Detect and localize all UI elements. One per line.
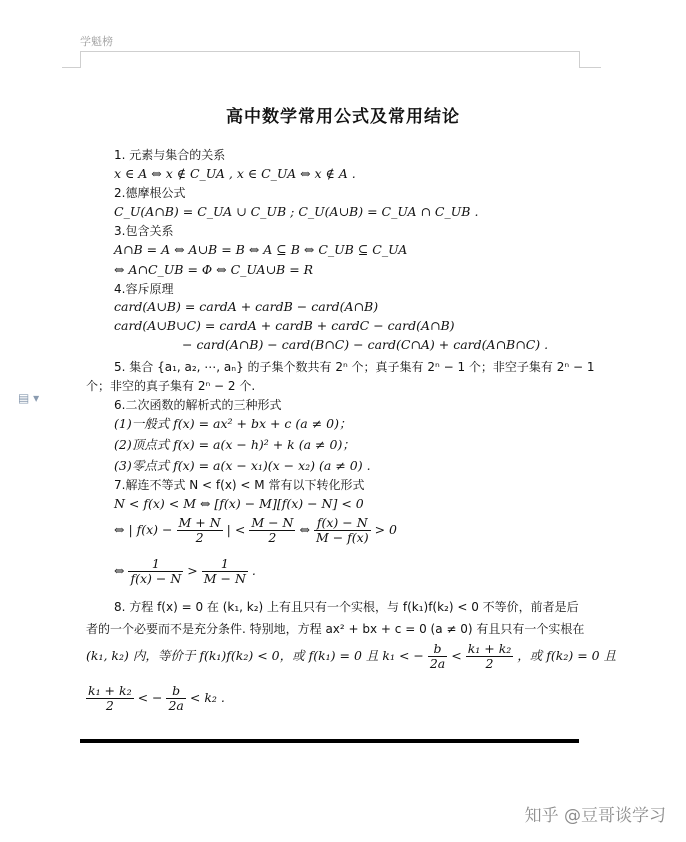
crop-mark-right: [579, 51, 580, 68]
fraction-denominator: 2a: [168, 698, 184, 713]
item-3-formula-1: A∩B = A ⇔ A∪B = B ⇔ A ⊆ B ⇔ C_UB ⊆ C_UA: [114, 242, 408, 257]
header-label: 学魁榜: [80, 35, 113, 48]
fraction-denominator: M − f(x): [315, 530, 369, 545]
item-8-line-3: [86, 642, 616, 671]
page-title: 高中数学常用公式及常用结论: [226, 107, 460, 127]
item-6-formula-2: (2)顶点式 f(x) = a(x − h)² + k (a ≠ 0)；: [114, 437, 355, 452]
item-3-heading: 3.包含关系: [114, 224, 174, 238]
fraction-denominator: 2a: [429, 656, 446, 671]
fraction-numerator: 1: [128, 557, 183, 572]
item-3-formula-2: ⇔ A∩C_UB = Φ ⇔ C_UA∪B = R: [114, 262, 314, 277]
item-6-heading: 6.二次函数的解析式的三种形式: [114, 398, 282, 412]
item-4-formula-1: card(A∪B) = cardA + cardB − card(A∩B): [114, 299, 379, 314]
item-7-f2-pre: ⇔ | f(x) −: [114, 522, 173, 537]
watermark: 知乎 @豆哥谈学习: [524, 806, 666, 826]
fraction: [202, 557, 248, 586]
item-8-l3-mid: <: [451, 648, 462, 663]
fraction-numerator: k₁ + k₂: [88, 683, 132, 698]
fraction: [314, 516, 371, 545]
fraction-denominator: 2: [268, 530, 277, 545]
bottom-rule: [80, 739, 579, 743]
item-2-formula: C_U(A∩B) = C_UA ∪ C_UB ; C_U(A∪B) = C_UA ∩ C_UB .: [114, 204, 479, 219]
fraction-numerator: b: [166, 684, 185, 699]
fraction: [86, 684, 134, 713]
fraction: [128, 557, 183, 586]
fraction-numerator: b: [428, 642, 447, 657]
item-7-f3-post: .: [251, 563, 256, 578]
fraction: [249, 516, 295, 545]
fraction-denominator: 2: [485, 656, 494, 671]
fraction-denominator: 2: [105, 698, 114, 713]
crop-mark-left: [80, 51, 81, 68]
fraction: [466, 642, 514, 671]
item-6-formula-1: (1)一般式 f(x) = ax² + bx + c (a ≠ 0)；: [114, 416, 352, 431]
item-7-f3-mid: >: [187, 563, 198, 578]
item-8-line-4: [86, 684, 225, 713]
item-4-formula-3: − card(A∩B) − card(B∩C) − card(C∩A) + card(A∩B∩C) .: [182, 337, 549, 352]
item-7-formula-2: [114, 516, 397, 545]
item-6-formula-3: (3)零点式 f(x) = a(x − x₁)(x − x₂) (a ≠ 0) .: [114, 458, 371, 473]
fraction-numerator: M − N: [251, 515, 294, 530]
document-side-icon[interactable]: ▤ ▾: [18, 391, 40, 405]
item-8-l3-pre: (k₁, k₂) 内，等价于 f(k₁)f(k₂) < 0，或 f(k₁) = 0 且 k₁ < −: [86, 648, 424, 663]
item-4-heading: 4.容斥原理: [114, 282, 174, 296]
item-7-formula-1: N < f(x) < M ⇔ [f(x) − M][f(x) − N] < 0: [114, 496, 364, 511]
fraction-denominator: f(x) − N: [130, 571, 182, 586]
fraction: [166, 684, 185, 713]
fraction-numerator: 1: [202, 557, 248, 572]
fraction-numerator: k₁ + k₂: [467, 641, 512, 656]
fraction-denominator: 2: [195, 530, 204, 545]
fraction-denominator: M − N: [203, 571, 246, 586]
item-8-l4-mid: < −: [137, 690, 163, 705]
crop-mark-right-h: [579, 67, 601, 68]
item-7-f2-post: > 0: [374, 522, 397, 537]
item-2-heading: 2.德摩根公式: [114, 186, 186, 200]
item-5-line-2: 个；非空的真子集有 2ⁿ − 2 个.: [86, 379, 256, 393]
item-8-line-2: 者的一个必要而不是充分条件. 特别地，方程 ax² + bx + c = 0 (a ≠ 0) 有且只有一个实根在: [86, 622, 585, 636]
item-7-f2-mid: | <: [226, 522, 246, 537]
header-rule: [80, 51, 579, 52]
item-7-f2-arrow: ⇔: [299, 522, 310, 537]
fraction-numerator: M + N: [178, 515, 221, 530]
item-7-heading: 7.解连不等式 N < f(x) < M 常有以下转化形式: [114, 478, 365, 492]
item-7-formula-3: [114, 557, 256, 586]
item-1-heading: 1. 元素与集合的关系: [114, 148, 226, 162]
item-8-l3-post: ，或 f(k₂) = 0 且: [517, 648, 617, 663]
item-8-l4-post: < k₂ .: [189, 690, 225, 705]
crop-mark-left-h: [62, 67, 80, 68]
fraction: [428, 642, 447, 671]
item-8-line-1: 8. 方程 f(x) = 0 在 (k₁, k₂) 上有且只有一个实根，与 f(k₁)f(k₂) < 0 不等价，前者是后: [114, 600, 579, 614]
fraction-numerator: f(x) − N: [314, 516, 371, 531]
item-1-formula: x ∈ A ⇔ x ∉ C_UA , x ∈ C_UA ⇔ x ∉ A .: [114, 166, 356, 181]
item-7-f3-pre: ⇔: [114, 563, 125, 578]
fraction: [177, 516, 223, 545]
item-5-line-1: 5. 集合 {a₁, a₂, ⋯, aₙ} 的子集个数共有 2ⁿ 个；真子集有 2ⁿ − 1 个；非空子集有 2ⁿ − 1: [114, 360, 595, 374]
item-4-formula-2: card(A∪B∪C) = cardA + cardB + cardC − card(A∩B): [114, 318, 455, 333]
